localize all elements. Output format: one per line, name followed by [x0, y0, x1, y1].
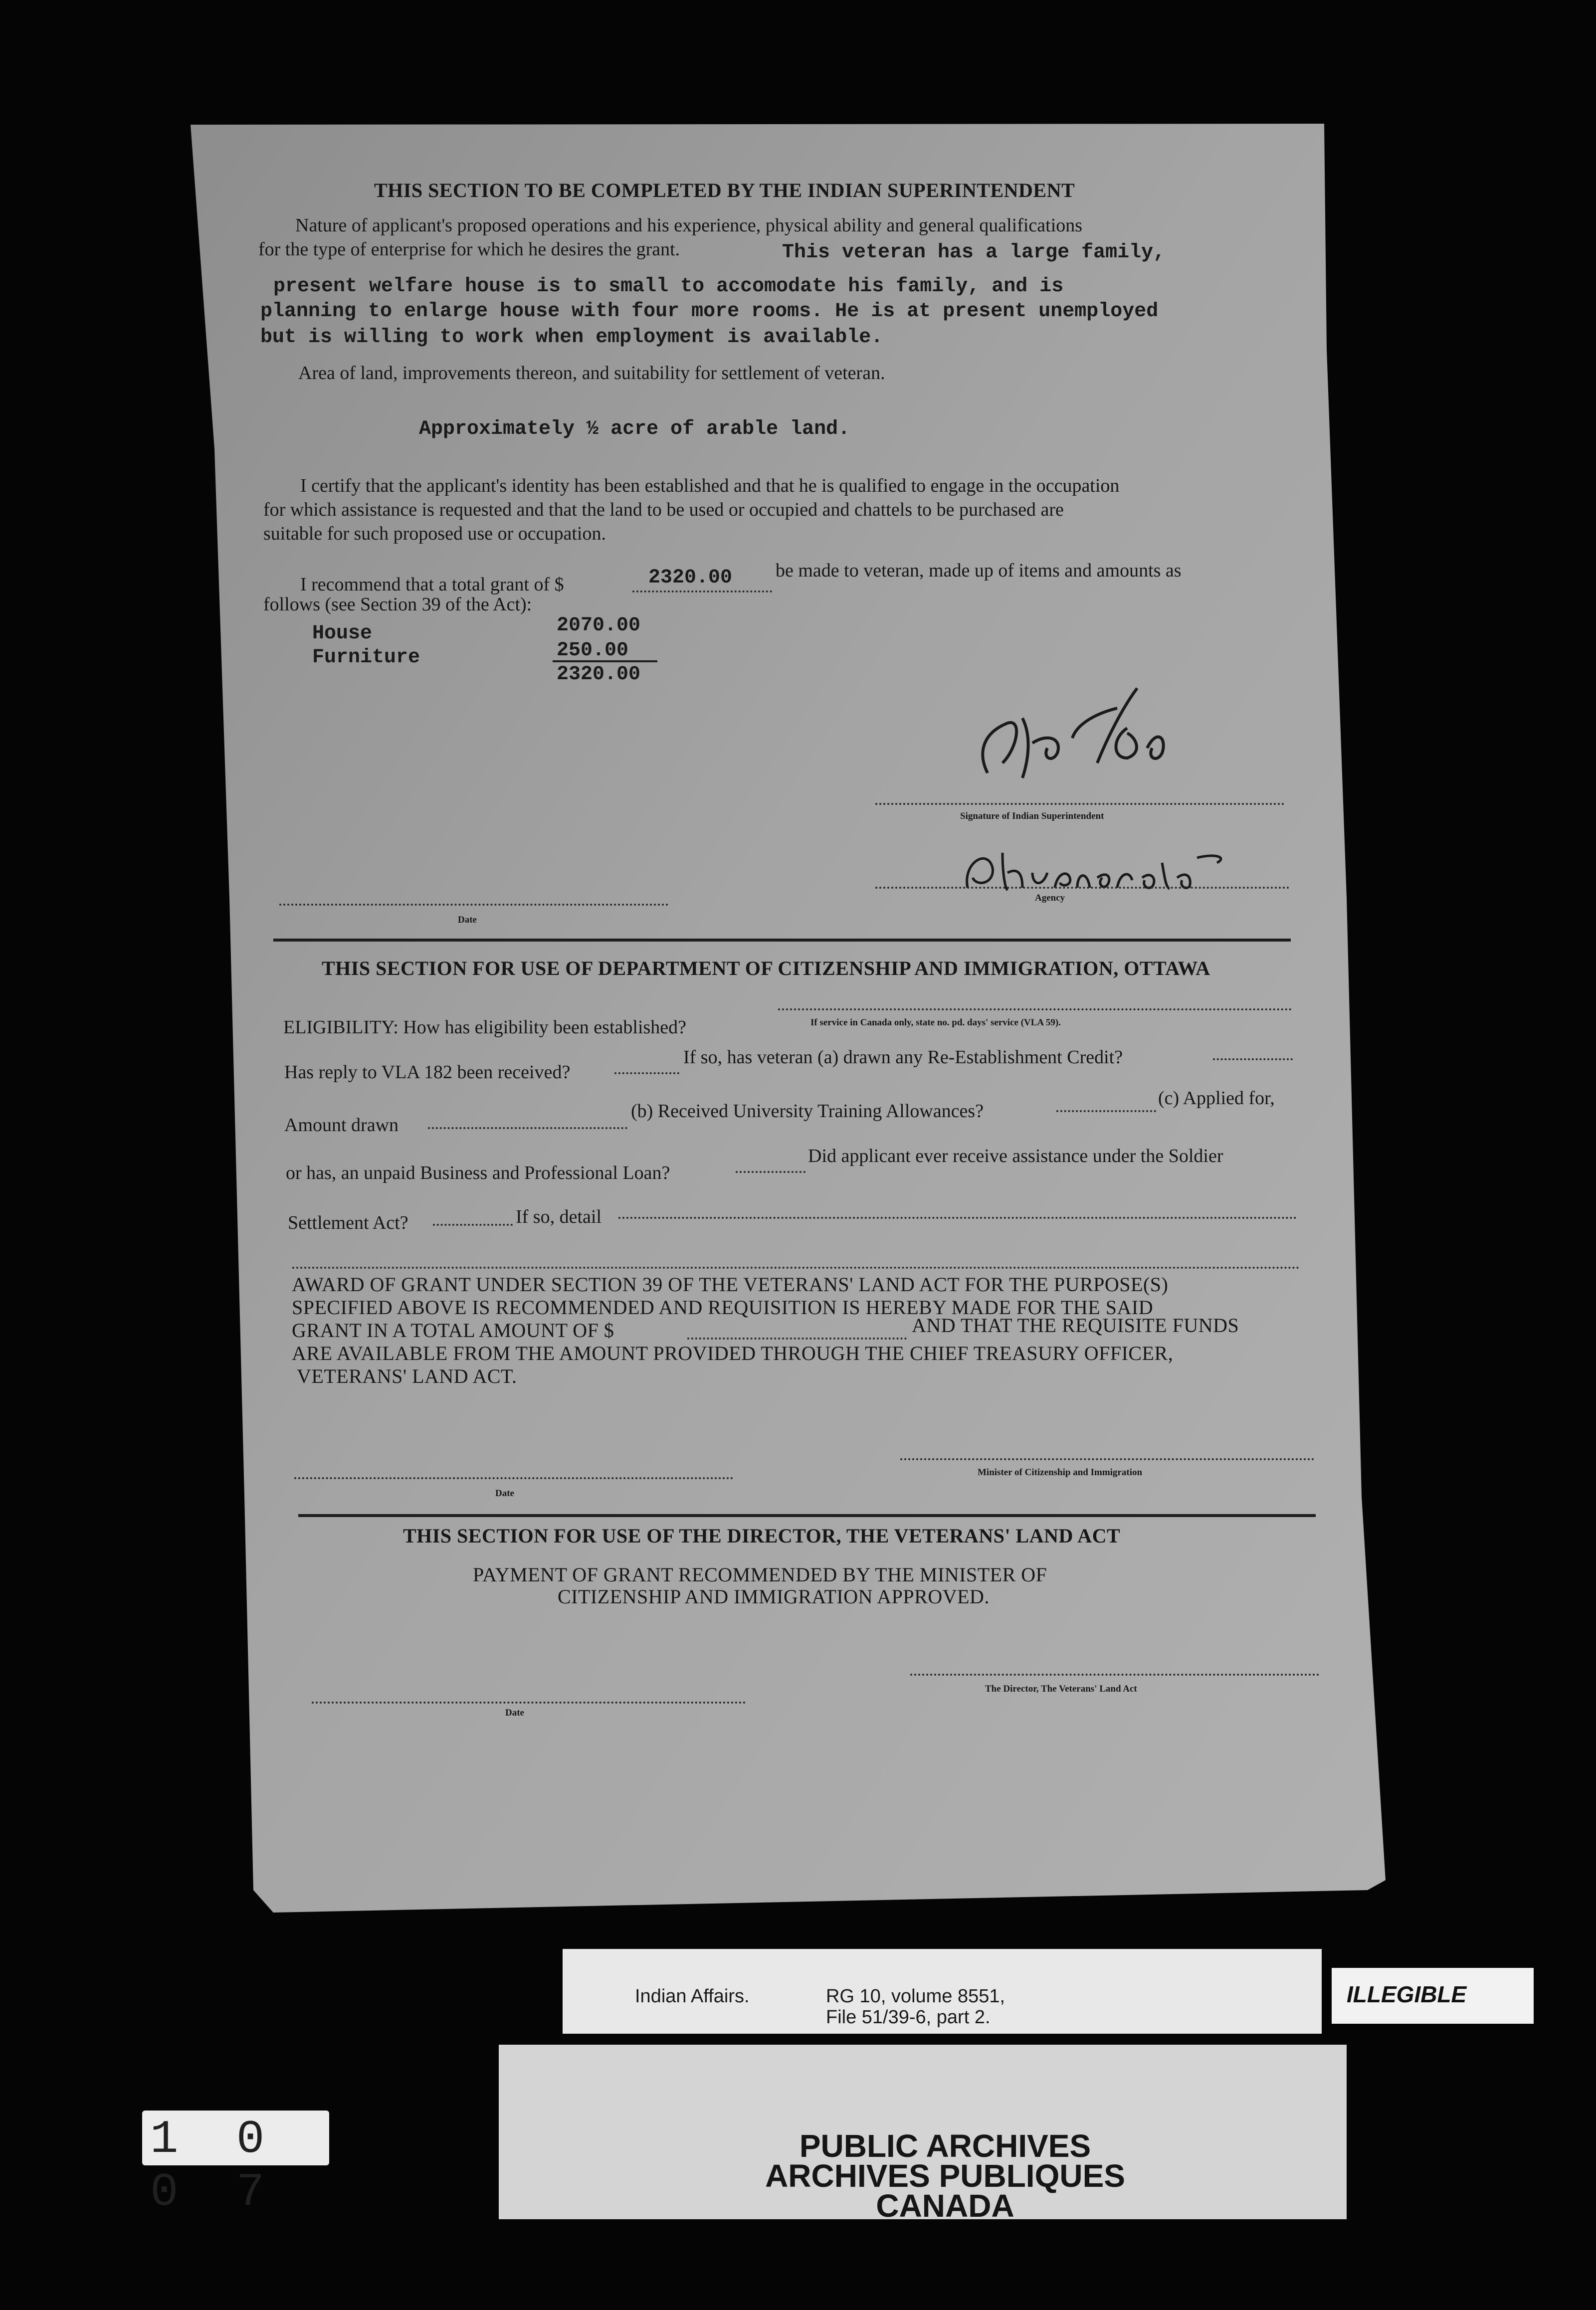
- director-caption: The Director, The Veterans' Land Act: [985, 1684, 1137, 1694]
- item-label-furniture: Furniture: [312, 646, 420, 669]
- award-line-3a: GRANT IN A TOTAL AMOUNT OF $: [292, 1319, 614, 1342]
- detail-prompt: If so, detail: [516, 1206, 602, 1227]
- recommend-suffix: be made to veteran, made up of items and amounts as: [776, 560, 1182, 581]
- total-underline: [553, 660, 657, 662]
- stamp-line-2: ARCHIVES PUBLIQUES: [765, 2158, 1125, 2194]
- archive-fonds: Indian Affairs.: [635, 1986, 750, 2007]
- ottawa-section-heading: THIS SECTION FOR USE OF DEPARTMENT OF CITIZENSHIP AND IMMIGRATION, OTTAWA: [322, 957, 1210, 979]
- recommend-amount-value: 2320.00: [648, 567, 733, 589]
- item-amount-house: 2070.00: [557, 614, 641, 637]
- date-caption-superintendent: Date: [458, 915, 477, 925]
- superintendent-section-heading: THIS SECTION TO BE COMPLETED BY THE INDIAN SUPERINTENDENT: [374, 179, 1075, 201]
- area-prompt: Area of land, improvements thereon, and suitability for settlement of veteran.: [298, 363, 885, 384]
- agency-line: [875, 887, 1289, 889]
- item-amount-furniture: 250.00: [557, 639, 629, 662]
- nature-prompt-line-2: for the type of enterprise for which he desires the grant.: [258, 239, 680, 260]
- archive-reference-card: [563, 1949, 1322, 2034]
- date-line-superintendent: [279, 904, 668, 906]
- signature-caption: Signature of Indian Superintendent: [960, 811, 1104, 821]
- stamp-line-3: CANADA: [876, 2188, 1014, 2224]
- stamp-line-1: PUBLIC ARCHIVES: [799, 2128, 1091, 2164]
- vla182-field: [614, 1072, 679, 1074]
- archive-reference-line-1: RG 10, volume 8551,: [826, 1986, 1005, 2007]
- award-line-1: AWARD OF GRANT UNDER SECTION 39 OF THE VETERANS' LAND ACT FOR THE PURPOSE(S): [292, 1273, 1169, 1296]
- credit-field: [1213, 1058, 1293, 1060]
- recommend-line-2: follows (see Section 39 of the Act):: [263, 594, 532, 615]
- detail-field-1: [618, 1217, 1297, 1219]
- payment-line-1: PAYMENT OF GRANT RECOMMENDED BY THE MINISTER OF: [473, 1563, 1047, 1586]
- nature-prompt-line-1: Nature of applicant's proposed operations and his experience, physical ability and general qualifications: [295, 215, 1083, 236]
- superintendent-signature: [948, 678, 1257, 798]
- date-line-ottawa: [294, 1477, 733, 1479]
- certify-line-1: I certify that the applicant's identity has been established and that he is qualified to engage in the occupation: [300, 475, 1120, 496]
- amount-drawn-field: [428, 1127, 627, 1129]
- minister-signature-line: [900, 1458, 1314, 1460]
- award-line-5: VETERANS' LAND ACT.: [297, 1365, 517, 1387]
- eligibility-field: [778, 1008, 1292, 1010]
- award-line-4: ARE AVAILABLE FROM THE AMOUNT PROVIDED THROUGH THE CHIEF TREASURY OFFICER,: [292, 1342, 1174, 1364]
- item-total: 2320.00: [557, 663, 641, 686]
- typed-nature-line-3: planning to enlarge house with four more rooms. He is at present unemployed: [260, 300, 1159, 323]
- director-signature-line: [910, 1674, 1319, 1676]
- settlement-field: [433, 1224, 513, 1226]
- recommend-amount-line: [632, 590, 772, 592]
- loan-field: [736, 1171, 805, 1173]
- amount-drawn-prompt: Amount drawn: [284, 1115, 399, 1136]
- date-caption-ottawa: Date: [495, 1488, 514, 1499]
- eligibility-note: If service in Canada only, state no. pd. days' service (VLA 59).: [810, 1017, 1061, 1028]
- university-prompt: (b) Received University Training Allowances?: [631, 1101, 984, 1122]
- university-field: [1056, 1110, 1156, 1112]
- award-line-2: SPECIFIED ABOVE IS RECOMMENDED AND REQUISITION IS HEREBY MADE FOR THE SAID: [292, 1296, 1154, 1319]
- award-amount-field: [687, 1338, 907, 1340]
- award-line-3b: AND THAT THE REQUISITE FUNDS: [912, 1314, 1239, 1337]
- agency-handwriting: [958, 843, 1237, 898]
- date-caption-director: Date: [505, 1708, 524, 1718]
- detail-field-2: [292, 1267, 1300, 1269]
- typed-nature-line-2: present welfare house is to small to accomodate his family, and is: [273, 275, 1064, 298]
- section-divider-2: [298, 1514, 1316, 1517]
- illegible-tag: [1332, 1968, 1534, 2024]
- eligibility-prompt: ELIGIBILITY: How has eligibility been established?: [283, 1017, 687, 1038]
- agency-caption: Agency: [1035, 893, 1065, 903]
- soldier-prompt: Did applicant ever receive assistance under the Soldier: [808, 1146, 1223, 1166]
- credit-prompt: If so, has veteran (a) drawn any Re-Establishment Credit?: [683, 1047, 1123, 1068]
- typed-nature-line-1: This veteran has a large family,: [782, 241, 1166, 264]
- section-divider-1: [273, 939, 1291, 942]
- applied-prompt: (c) Applied for,: [1158, 1088, 1275, 1109]
- frame-counter: [142, 2111, 329, 2219]
- typed-nature-line-4: but is willing to work when employment is available.: [260, 326, 883, 349]
- payment-line-2: CITIZENSHIP AND IMMIGRATION APPROVED.: [558, 1585, 990, 1608]
- settlement-prompt: Settlement Act?: [288, 1212, 408, 1233]
- recommend-prefix: I recommend that a total grant of $: [300, 574, 564, 595]
- certify-line-3: suitable for such proposed use or occupation.: [263, 523, 606, 544]
- typed-area-value: Approximately ½ acre of arable land.: [419, 418, 850, 440]
- item-label-house: House: [312, 622, 373, 645]
- archives-stamp: [499, 2045, 1347, 2224]
- illegible-tag-text: ILLEGIBLE: [1347, 1981, 1467, 2007]
- signature-line: [875, 803, 1284, 805]
- loan-prompt: or has, an unpaid Business and Professional Loan?: [286, 1162, 670, 1183]
- date-line-director: [312, 1702, 746, 1704]
- archive-reference-line-2: File 51/39-6, part 2.: [826, 2007, 991, 2028]
- director-section-heading: THIS SECTION FOR USE OF THE DIRECTOR, THE VETERANS' LAND ACT: [403, 1525, 1121, 1547]
- vla182-prompt: Has reply to VLA 182 been received?: [284, 1062, 571, 1083]
- certify-line-2: for which assistance is requested and that the land to be used or occupied and chattels to be purchased are: [263, 499, 1064, 520]
- minister-caption: Minister of Citizenship and Immigration: [978, 1467, 1143, 1478]
- frame-counter-digits: 1 0 0 7: [150, 2114, 280, 2219]
